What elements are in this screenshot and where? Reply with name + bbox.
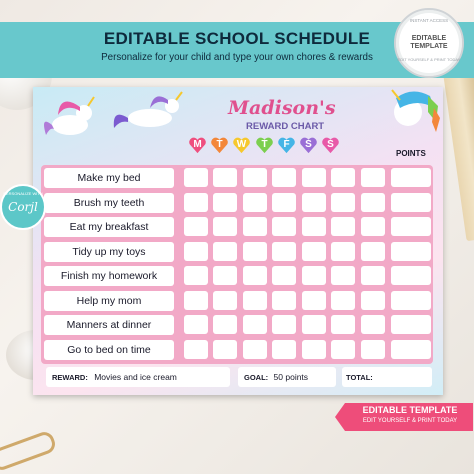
- day-checkbox-cell[interactable]: [361, 217, 385, 236]
- day-letter: M: [193, 139, 202, 150]
- day-letter: F: [283, 139, 290, 150]
- chore-label[interactable]: Make my bed: [44, 168, 174, 188]
- day-letter: T: [216, 139, 223, 150]
- goal-field[interactable]: [238, 367, 336, 387]
- chore-label[interactable]: Finish my homework: [44, 266, 174, 286]
- day-checkbox-cell[interactable]: [272, 242, 296, 261]
- ribbon-title: EDITABLE TEMPLATE: [362, 405, 458, 415]
- day-checkbox-cell[interactable]: [361, 168, 385, 187]
- day-checkbox-cell[interactable]: [361, 193, 385, 212]
- day-checkbox-cell[interactable]: [331, 291, 355, 310]
- day-checkbox-cell[interactable]: [331, 168, 355, 187]
- chore-label[interactable]: Manners at dinner: [44, 315, 174, 335]
- day-checkbox-cell[interactable]: [243, 193, 267, 212]
- day-checkbox-cell[interactable]: [272, 193, 296, 212]
- points-cell[interactable]: [391, 266, 431, 285]
- day-checkbox-cell[interactable]: [302, 193, 326, 212]
- day-checkbox-cell[interactable]: [184, 315, 208, 334]
- points-cell[interactable]: [391, 242, 431, 261]
- points-cell[interactable]: [391, 193, 431, 212]
- seal-top-text: INSTANT ACCESS: [409, 18, 449, 23]
- decor-pencil: [442, 59, 474, 241]
- goal-label: GOAL:: [244, 373, 269, 382]
- day-letter: T: [261, 139, 268, 150]
- day-checkbox-cell[interactable]: [184, 291, 208, 310]
- chore-label[interactable]: Eat my breakfast: [44, 217, 174, 237]
- day-heart-5: [299, 136, 318, 155]
- page-subtitle: Personalize for your child and type your own chores & rewards: [101, 52, 373, 63]
- chore-label[interactable]: Brush my teeth: [44, 193, 174, 213]
- day-checkbox-cell[interactable]: [361, 242, 385, 261]
- seal-line-2: TEMPLATE: [410, 43, 448, 50]
- day-checkbox-cell[interactable]: [213, 315, 237, 334]
- day-checkbox-cell[interactable]: [361, 340, 385, 359]
- day-checkbox-cell[interactable]: [272, 340, 296, 359]
- decor-paperclip: [0, 429, 58, 472]
- day-checkbox-cell[interactable]: [243, 315, 267, 334]
- day-checkbox-cell[interactable]: [331, 266, 355, 285]
- reward-field[interactable]: [46, 367, 230, 387]
- chore-label[interactable]: Go to bed on time: [44, 340, 174, 360]
- goal-value: 50 points: [273, 372, 309, 382]
- day-checkbox-cell[interactable]: [302, 217, 326, 236]
- reward-value: Movies and ice cream: [94, 372, 177, 382]
- day-checkbox-cell[interactable]: [302, 315, 326, 334]
- day-checkbox-cell[interactable]: [243, 168, 267, 187]
- day-checkbox-cell[interactable]: [302, 242, 326, 261]
- day-checkbox-cell[interactable]: [184, 340, 208, 359]
- points-cell[interactable]: [391, 291, 431, 310]
- day-checkbox-cell[interactable]: [272, 266, 296, 285]
- day-checkbox-cell[interactable]: [272, 291, 296, 310]
- day-checkbox-cell[interactable]: [272, 168, 296, 187]
- day-checkbox-cell[interactable]: [243, 340, 267, 359]
- day-heart-1: [210, 136, 229, 155]
- day-checkbox-cell[interactable]: [184, 217, 208, 236]
- ribbon-subtitle: EDIT YOURSELF & PRINT TODAY: [362, 418, 458, 424]
- day-letter: S: [327, 139, 334, 150]
- day-checkbox-cell[interactable]: [272, 315, 296, 334]
- day-checkbox-cell[interactable]: [361, 266, 385, 285]
- day-checkbox-cell[interactable]: [361, 315, 385, 334]
- reward-label: REWARD:: [52, 373, 88, 382]
- day-checkbox-cell[interactable]: [184, 193, 208, 212]
- day-heart-2: [232, 136, 251, 155]
- unicorn-illustration: [40, 95, 100, 143]
- seal-line-1: EDITABLE: [411, 35, 447, 42]
- points-column-label: POINTS: [396, 149, 426, 158]
- day-checkbox-cell[interactable]: [302, 291, 326, 310]
- total-label: TOTAL:: [346, 373, 373, 382]
- day-heart-4: [277, 136, 296, 155]
- day-checkbox-cell[interactable]: [213, 340, 237, 359]
- day-checkbox-cell[interactable]: [331, 193, 355, 212]
- points-cell[interactable]: [391, 168, 431, 187]
- day-checkbox-cell[interactable]: [213, 168, 237, 187]
- chart-subtitle: REWARD CHART: [246, 121, 325, 132]
- day-checkbox-cell[interactable]: [184, 266, 208, 285]
- corjl-badge-top-text: PERSONALIZE WITH: [3, 191, 43, 196]
- day-checkbox-cell[interactable]: [331, 217, 355, 236]
- seal-bottom-text: EDIT YOURSELF & PRINT TODAY: [397, 57, 461, 62]
- day-checkbox-cell[interactable]: [331, 315, 355, 334]
- total-field[interactable]: [342, 367, 432, 387]
- day-checkbox-cell[interactable]: [331, 242, 355, 261]
- chore-label[interactable]: Tidy up my toys: [44, 242, 174, 262]
- points-cell[interactable]: [391, 217, 431, 236]
- day-checkbox-cell[interactable]: [302, 340, 326, 359]
- day-checkbox-cell[interactable]: [184, 242, 208, 261]
- seal-main-text: [396, 35, 462, 51]
- chore-label[interactable]: Help my mom: [44, 291, 174, 311]
- day-heart-6: [321, 136, 340, 155]
- day-letter: W: [236, 139, 247, 150]
- day-checkbox-cell[interactable]: [213, 291, 237, 310]
- corjl-badge-name: Corjl: [8, 200, 38, 214]
- day-heart-0: [188, 136, 207, 155]
- unicorn-illustration: [110, 90, 190, 140]
- day-checkbox-cell[interactable]: [213, 193, 237, 212]
- day-checkbox-cell[interactable]: [361, 291, 385, 310]
- points-cell[interactable]: [391, 340, 431, 359]
- day-checkbox-cell[interactable]: [331, 340, 355, 359]
- day-checkbox-cell[interactable]: [302, 168, 326, 187]
- day-checkbox-cell[interactable]: [213, 217, 237, 236]
- day-heart-3: [255, 136, 274, 155]
- day-checkbox-cell[interactable]: [213, 242, 237, 261]
- day-checkbox-cell[interactable]: [243, 217, 267, 236]
- day-letter: S: [305, 139, 312, 150]
- day-checkbox-cell[interactable]: [302, 266, 326, 285]
- page-title: EDITABLE SCHOOL SCHEDULE: [103, 29, 371, 48]
- points-cell[interactable]: [391, 315, 431, 334]
- day-checkbox-cell[interactable]: [243, 266, 267, 285]
- day-checkbox-cell[interactable]: [184, 168, 208, 187]
- day-checkbox-cell[interactable]: [213, 266, 237, 285]
- editable-template-seal: [394, 8, 464, 78]
- day-checkbox-cell[interactable]: [243, 242, 267, 261]
- day-checkbox-cell[interactable]: [243, 291, 267, 310]
- chart-owner-name: Madison's: [228, 97, 336, 119]
- day-checkbox-cell[interactable]: [272, 217, 296, 236]
- unicorn-illustration: [378, 88, 440, 140]
- corjl-badge: [0, 184, 46, 230]
